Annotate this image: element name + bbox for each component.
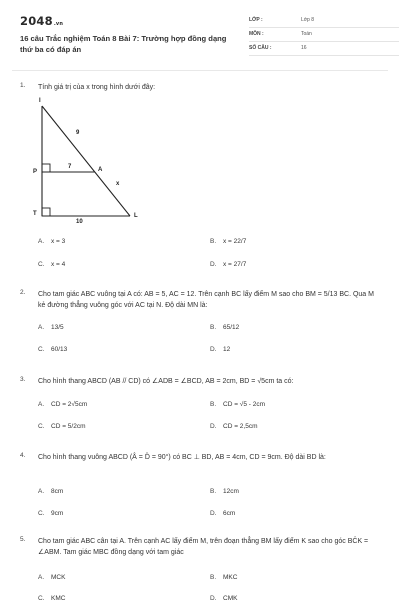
option-b[interactable]: [210, 401, 265, 408]
page-title: 16 câu Trắc nghiệm Toán 8 Bài 7: Trường hợp đồng dạng thứ ba có đáp án: [20, 34, 227, 54]
option-text: 9cm: [51, 510, 64, 517]
option-text: CD = 2,5cm: [223, 423, 258, 430]
option-letter: B.: [210, 238, 217, 245]
option-text: MCK: [51, 574, 66, 581]
option-letter: A.: [38, 401, 45, 408]
question-text: Tính giá trị của x trong hình dưới đây:: [38, 84, 156, 91]
meta-label: MÔN :: [249, 31, 264, 37]
option-text: 12: [223, 346, 231, 353]
site-logo[interactable]: [20, 14, 63, 28]
option-b[interactable]: [210, 238, 246, 245]
option-c[interactable]: [38, 510, 63, 517]
point-label-i: I: [39, 98, 41, 104]
option-b[interactable]: [210, 488, 239, 495]
question-text: Cho hình thang ABCD (AB // CD) có ∠ADB = ∠BCD, AB = 2cm, BD = √5cm ta có:: [38, 378, 294, 385]
option-letter: A.: [38, 324, 45, 331]
length-label-pa: 7: [68, 164, 72, 170]
meta-value: Lớp 8: [301, 17, 315, 23]
question-number: 1.: [20, 82, 26, 89]
option-b[interactable]: [210, 324, 239, 331]
option-letter: D.: [210, 510, 217, 517]
option-a[interactable]: [38, 488, 63, 495]
option-text: x = 3: [51, 238, 66, 245]
option-c[interactable]: [38, 423, 86, 430]
point-label-p: P: [33, 169, 38, 175]
question-2: [20, 289, 385, 359]
meta-value: Toán: [301, 31, 312, 37]
option-letter: A.: [38, 488, 45, 495]
option-a[interactable]: [38, 401, 87, 408]
question-number: 4.: [20, 452, 26, 459]
option-letter: D.: [210, 261, 217, 268]
point-label-a: A: [98, 167, 103, 173]
triangle-figure: [30, 98, 160, 233]
meta-row-count: [249, 42, 399, 56]
option-letter: C.: [38, 423, 45, 430]
option-a[interactable]: [38, 324, 64, 331]
option-letter: D.: [210, 423, 217, 430]
header-divider: [12, 70, 388, 71]
option-d[interactable]: [210, 346, 230, 353]
triangle-diagram: [30, 98, 160, 233]
option-text: 6cm: [223, 510, 236, 517]
question-text: Cho tam giác ABC cân tại A. Trên cạnh AC lấy điểm M, trên đoạn thẳng BM lấy điểm K sao cho góc BĈK = ∠ABM. Tam giác MBC đồng dạng với tam giác: [38, 538, 369, 556]
option-a[interactable]: [38, 238, 65, 245]
option-c[interactable]: [38, 261, 65, 268]
meta-row-class: [249, 14, 399, 28]
meta-label: SỐ CÂU :: [249, 45, 272, 51]
option-letter: C.: [38, 595, 45, 600]
option-text: x = 27/7: [223, 261, 247, 268]
option-letter: B.: [210, 574, 217, 581]
option-text: CMK: [223, 595, 238, 600]
option-text: MKC: [223, 574, 238, 581]
option-text: x = 4: [51, 261, 66, 268]
option-c[interactable]: [38, 595, 65, 600]
option-text: 8cm: [51, 488, 64, 495]
logo-text: 2048: [20, 14, 53, 28]
question-number: 3.: [20, 376, 26, 383]
option-text: CD = 5/2cm: [51, 423, 86, 430]
option-letter: C.: [38, 510, 45, 517]
meta-row-subject: [249, 28, 399, 42]
option-text: 65/12: [223, 324, 240, 331]
option-letter: D.: [210, 346, 217, 353]
logo-suffix: .vn: [53, 21, 64, 27]
option-d[interactable]: [210, 423, 258, 430]
meta-label: LỚP :: [249, 17, 263, 23]
option-letter: A.: [38, 238, 45, 245]
meta-table: [249, 14, 399, 56]
option-letter: D.: [210, 595, 217, 600]
option-letter: B.: [210, 401, 217, 408]
option-text: x = 22/7: [223, 238, 247, 245]
question-4: [20, 452, 385, 522]
option-d[interactable]: [210, 261, 246, 268]
question-3: [20, 376, 385, 436]
question-number: 2.: [20, 289, 26, 296]
option-text: 60/13: [51, 346, 68, 353]
document-header: [20, 14, 385, 66]
question-5: [20, 536, 385, 600]
question-text: Cho tam giác ABC vuông tại A có: AB = 5, AC = 12. Trên cạnh BC lấy điểm M sao cho BM = 5/13 BC. Qua M kẻ đường thẳng vuông góc với AC tại N. Độ dài MN là:: [38, 291, 374, 309]
length-label-tl: 10: [76, 219, 83, 225]
option-letter: A.: [38, 574, 45, 581]
length-label-ia: 9: [76, 130, 80, 136]
option-b[interactable]: [210, 574, 237, 581]
point-label-l: L: [134, 213, 138, 219]
option-text: CD = 2√5cm: [51, 401, 88, 408]
length-label-al: x: [116, 181, 120, 187]
option-text: CD = √5 - 2cm: [223, 401, 266, 408]
question-number: 5.: [20, 536, 26, 543]
option-text: KMC: [51, 595, 66, 600]
option-text: 13/5: [51, 324, 64, 331]
question-text: Cho hình thang vuông ABCD (Â = D̂ = 90°) có BC ⊥ BD, AB = 4cm, CD = 9cm. Độ dài BD là:: [38, 454, 326, 461]
option-letter: C.: [38, 346, 45, 353]
option-d[interactable]: [210, 510, 235, 517]
option-c[interactable]: [38, 346, 67, 353]
option-text: 12cm: [223, 488, 239, 495]
option-d[interactable]: [210, 595, 237, 600]
option-a[interactable]: [38, 574, 65, 581]
option-letter: B.: [210, 488, 217, 495]
meta-value: 16: [301, 45, 307, 51]
point-label-t: T: [33, 211, 37, 217]
option-letter: C.: [38, 261, 45, 268]
option-letter: B.: [210, 324, 217, 331]
